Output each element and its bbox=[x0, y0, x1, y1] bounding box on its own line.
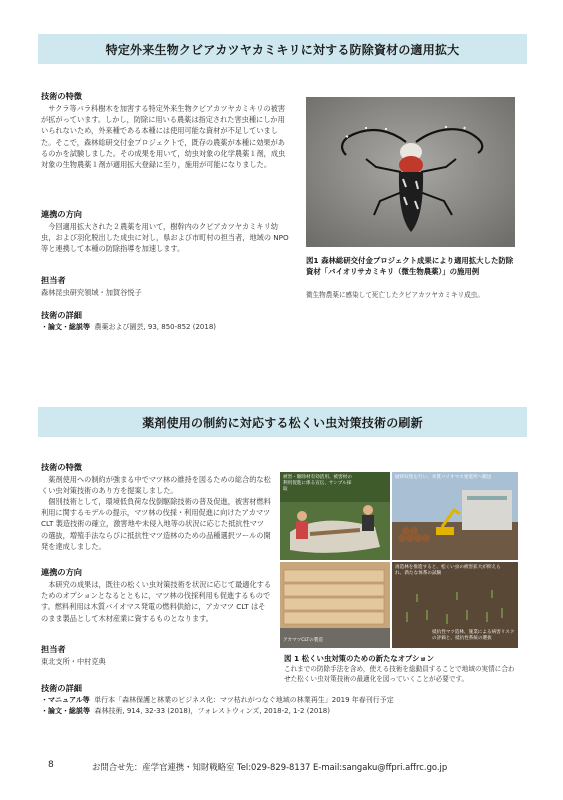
beetle-photo bbox=[306, 97, 515, 247]
feature-text: 個別技術として，環境低負荷な伐倒駆除技術の普及促進，被害材燃料利用に関するモデルの提示，マツ林の伐採・利用促進に向けたアカマツ CLT 製造技術の確立，激害地や未侵入地等の状況に応じた抵抗性マツの選抜，増殖手法ならびに抵抗性マツ造林のための品種選択ツールの開発を達成しました。 bbox=[41, 497, 271, 551]
detail-text: 単行本「森林保護と林業のビジネス化：マツ枯れがつなぐ地域の林業再生」2019 年春刊行予定 bbox=[94, 696, 394, 704]
section-title: 特定外来生物クビアカツヤカミキリに対する防除資材の適用拡大 bbox=[38, 34, 527, 64]
direction-text: 今回適用拡大された２農薬を用いて，樹幹内のクビアカツヤカミキリ幼虫，および羽化脱出した成虫に対し，県および市町村の担当者，地域の NPO 等と連携して本種の防除指導を加速します。 bbox=[41, 222, 289, 254]
contact-heading: 担当者 bbox=[41, 644, 66, 654]
photo-biomass bbox=[392, 472, 518, 560]
photo-removal bbox=[280, 472, 390, 560]
photo-label: アカマツCLTの製造 bbox=[283, 638, 323, 643]
feature-heading: 技術の特徴 bbox=[41, 91, 82, 101]
photo-label: 被害・駆除材有効活用、被害材の利用促進に係る宣伝、サンプル採取 bbox=[283, 475, 352, 492]
detail-label: ・論文・総説等 bbox=[41, 323, 90, 331]
photo-planting bbox=[392, 562, 518, 648]
footer-contact: お問合せ先：産学官連携・知財戦略室 Tel:029-829-8137 E-mail:sangaku@ffpri.affrc.go.jp bbox=[92, 762, 448, 772]
detail-text: 森林技術, 914, 32-33 (2018)，フォレストウィンズ, 2018-2, 1-2 (2018) bbox=[94, 707, 330, 715]
photo-label: 再造林を推進すると、松くい虫の被害拡大が抑えられ、新たな体系の試験 bbox=[395, 565, 501, 576]
detail-row bbox=[41, 322, 216, 333]
detail-text: 農薬および園芸, 93, 850-852 (2018) bbox=[94, 323, 217, 331]
feature-text: サクラ等バラ科樹木を加害する特定外来生物クビアカツヤカミキリの被害が拡がっています。しかし，防除に用いる農薬は指定された害虫種にしか用いられないため，外来種である本種には使用可能な資材が不足していました。そこで，森林総研交付金プロジェクトで，既存の農薬が本種に効果があるのかを試験しました。その成果を用いて，幼虫対象の化学農薬１剤，成虫対象の生物農薬１剤が適用拡大登録に至り，施用が可能になりました。 bbox=[41, 104, 286, 170]
detail-row bbox=[41, 706, 330, 717]
photo-label: 破砕収集を行い、木質バイオマス発電所へ搬送 bbox=[395, 475, 492, 480]
direction-heading: 連携の方向 bbox=[41, 567, 82, 577]
figure-subcaption: 微生物農薬に感染して死亡したクビアカツヤカミキリ成虫。 bbox=[306, 291, 484, 299]
detail-row bbox=[41, 695, 394, 706]
direction-text: 本研究の成果は，既往の松くい虫対策技術を状況に応じて最適化するためのオプションとなるとともに，マツ林の伐採利用も促進するものです。燃料利用は木質バイオマス発電の燃料供給に，アカマツ CLT はそのまま製品として木材産業に資するものとなります。 bbox=[41, 580, 272, 623]
contact-text: 森林昆虫研究領域・加賀谷悦子 bbox=[41, 288, 142, 297]
detail-label: ・マニュアル等 bbox=[41, 696, 90, 704]
details-heading: 技術の詳細 bbox=[41, 310, 82, 320]
direction-heading: 連携の方向 bbox=[41, 209, 82, 219]
contact-heading: 担当者 bbox=[41, 275, 66, 285]
contact-text: 東北支所・中村克典 bbox=[41, 657, 106, 666]
figure-caption: 図 1 松くい虫対策のための新たなオプション bbox=[284, 654, 435, 663]
details-heading: 技術の詳細 bbox=[41, 683, 82, 693]
photo-clt bbox=[280, 562, 390, 648]
figure-subcaption: これまでの防除手法を含め，使える技術を総動員することで地域の実情に合わせた松くい虫対策技術の最適化を図っていくことが必要です。 bbox=[284, 665, 515, 683]
feature-text: 薬剤使用への制約が強まる中でマツ林の維持を図るための総合的な松くい虫対策技術のあり方を提案しました。 bbox=[41, 475, 271, 496]
page-number: 8 bbox=[48, 760, 54, 770]
detail-label: ・論文・総説等 bbox=[41, 707, 90, 715]
feature-heading: 技術の特徴 bbox=[41, 462, 82, 472]
figure-caption: 図1 森林総研交付金プロジェクト成果により適用拡大した防除資材「バイオリサカミキリ（微生物農薬）」の施用例 bbox=[306, 256, 514, 276]
section-title: 薬剤使用の制約に対応する松くい虫対策技術の刷新 bbox=[38, 407, 527, 437]
photo-label: 抵抗性マツ造林、施業による病害リスクの評価と、抵抗性系統の選抜 bbox=[432, 630, 515, 641]
